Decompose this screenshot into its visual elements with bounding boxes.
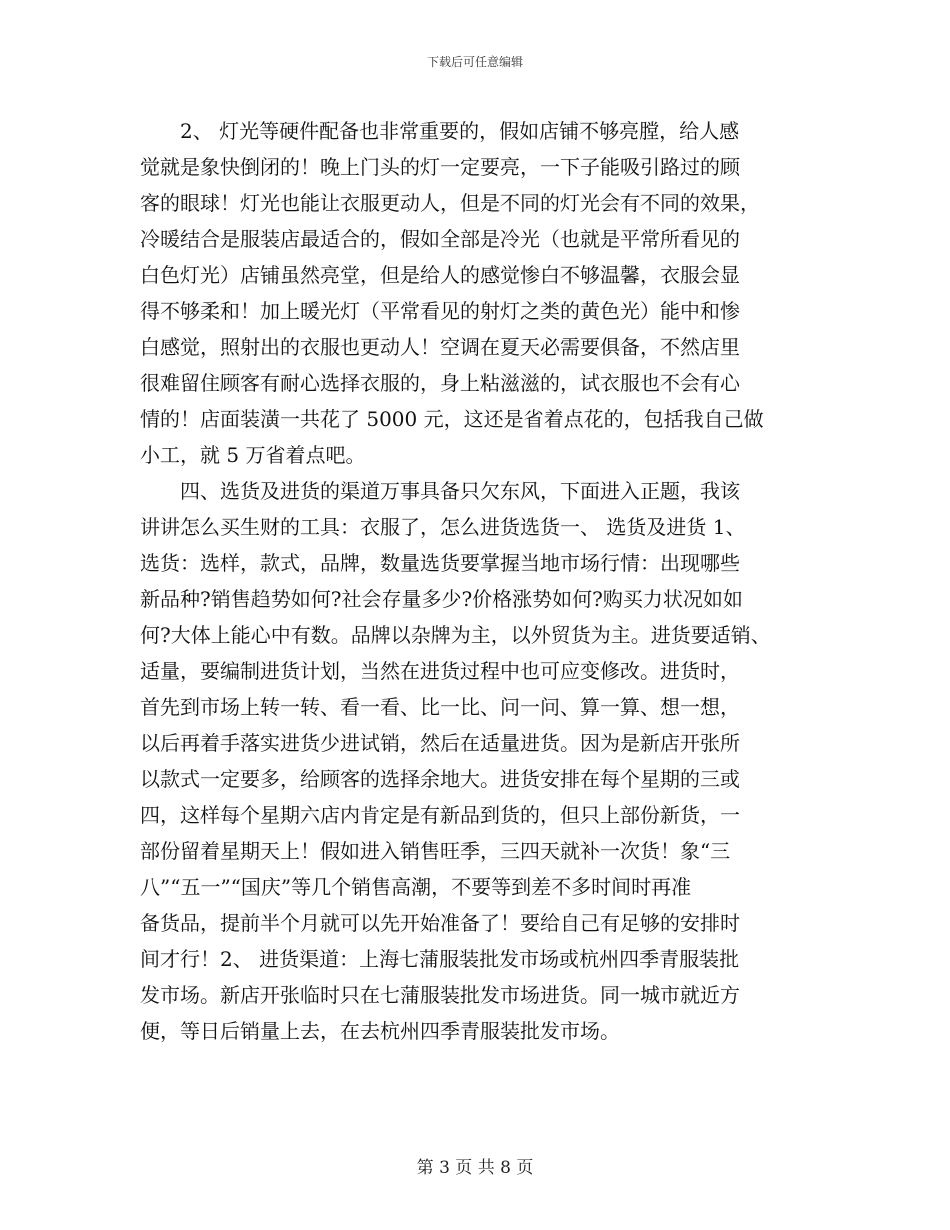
text-line: 以后再着手落实进货少进试销，然后在适量进货。因为是新店开张所 — [140, 731, 740, 755]
text-line: 得不够柔和！加上暖光灯（平常看见的射灯之类的黄色光）能中和惨 — [140, 299, 740, 323]
text-line: 便，等日后销量上去，在去杭州四季青服装批发市场。 — [140, 1019, 620, 1043]
text-line: 间才行！2、 进货渠道：上海七蒲服装批发市场或杭州四季青服装批 — [140, 947, 740, 971]
text-line: 首先到市场上转一转、看一看、比一比、问一问、算一算、想一想， — [140, 695, 740, 719]
text-line: 备货品，提前半个月就可以先开始准备了！要给自己有足够的安排时 — [140, 911, 740, 935]
body-text — [140, 113, 820, 1049]
text-line: 四，这样每个星期六店内肯定是有新品到货的，但只上部份新货，一 — [140, 803, 740, 827]
text-line: 客的眼球！灯光也能让衣服更动人，但是不同的灯光会有不同的效果， — [140, 191, 760, 215]
text-line: 白感觉，照射出的衣服也更动人！空调在夏天必需要俱备，不然店里 — [140, 335, 740, 359]
text-line: 冷暖结合是服装店最适合的，假如全部是冷光（也就是平常所看见的 — [140, 227, 740, 251]
page-footer: 第 3 页 共 8 页 — [416, 1158, 534, 1178]
text-line: 情的！店面装潢一共花了 5000 元，这还是省着点花的，包括我自己做 — [140, 407, 764, 431]
text-line: 觉就是象快倒闭的！晚上门头的灯一定要亮，一下子能吸引路过的顾 — [140, 155, 740, 179]
text-line: 选货：选样，款式，品牌，数量选货要掌握当地市场行情：出现哪些 — [140, 551, 740, 575]
text-line: 四、选货及进货的渠道万事具备只欠东风，下面进入正题，我该 — [140, 479, 740, 503]
page-header: 下载后可任意编辑 — [426, 55, 523, 69]
text-line: 部份留着星期天上！假如进入销售旺季，三四天就补一次货！象“三 — [140, 839, 731, 863]
text-line: 八”“五一”“国庆”等几个销售高潮，不要等到差不多时间时再准 — [140, 875, 692, 899]
text-line: 很难留住顾客有耐心选择衣服的，身上粘滋滋的，试衣服也不会有心 — [140, 371, 740, 395]
text-line: 适量，要编制进货计划，当然在进货过程中也可应变修改。进货时， — [140, 659, 740, 683]
text-line: 讲讲怎么买生财的工具：衣服了，怎么进货选货一、 选货及进货 1、 — [140, 515, 746, 539]
text-line: 何?大体上能心中有数。品牌以杂牌为主，以外贸货为主。进货要适销、 — [140, 623, 771, 647]
text-line: 以款式一定要多，给顾客的选择余地大。进货安排在每个星期的三或 — [140, 767, 740, 791]
text-line: 白色灯光）店铺虽然亮堂，但是给人的感觉惨白不够温馨，衣服会显 — [140, 263, 740, 287]
text-line: 新品种?销售趋势如何?社会存量多少?价格涨势如何?购买力状况如如 — [140, 587, 743, 611]
text-line: 小工，就 5 万省着点吧。 — [140, 443, 366, 467]
text-line: 2、 灯光等硬件配备也非常重要的，假如店铺不够亮膛，给人感 — [140, 119, 740, 143]
text-line: 发市场。新店开张临时只在七蒲服装批发市场进货。同一城市就近方 — [140, 983, 740, 1007]
